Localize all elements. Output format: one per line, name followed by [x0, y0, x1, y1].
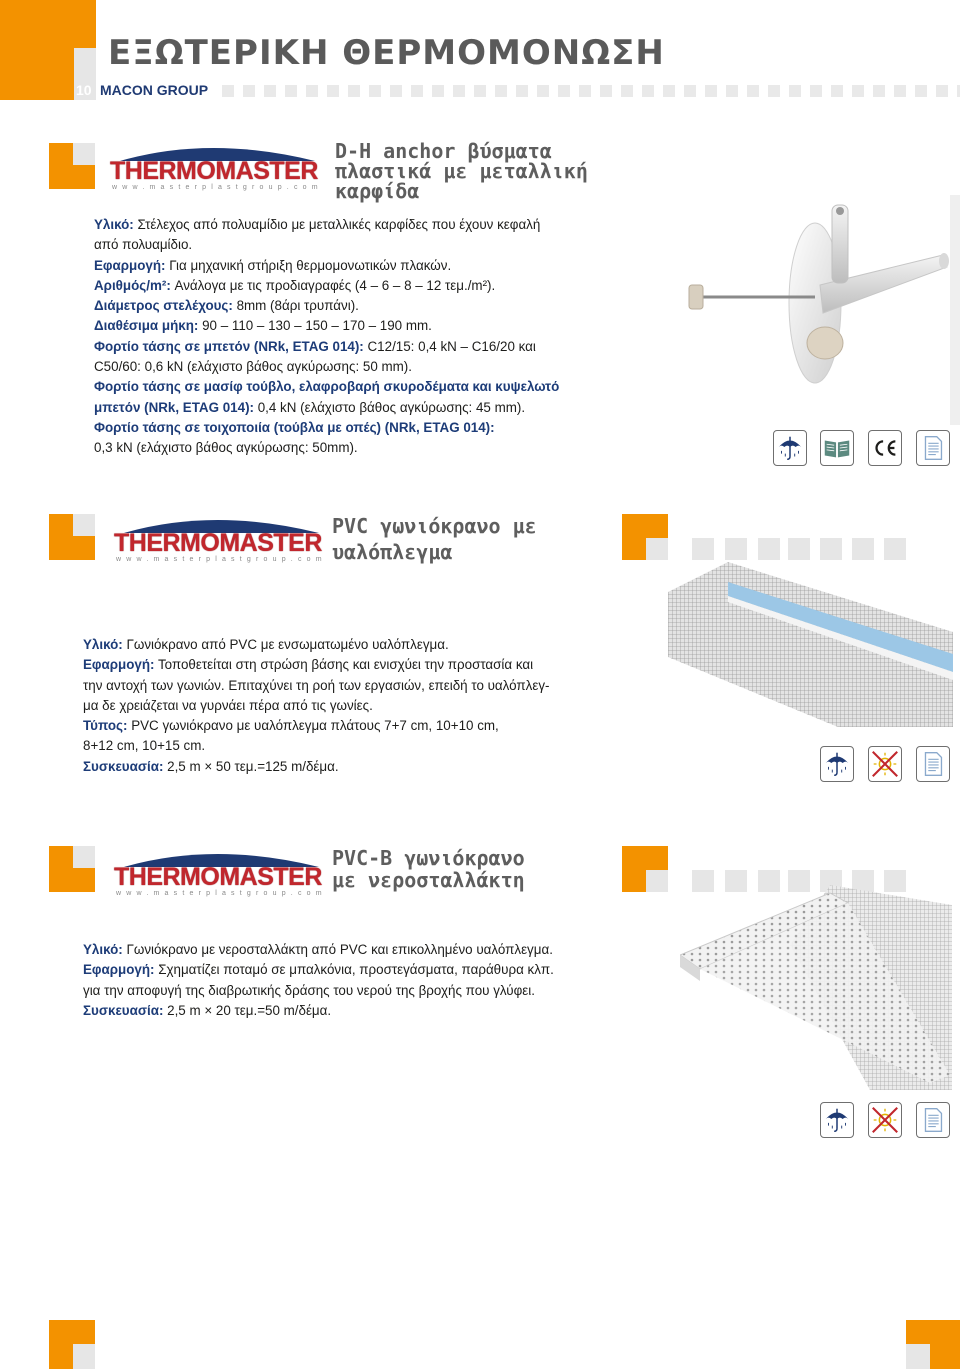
spec-line: Φορτίο τάσης σε τοιχοποιία (τούβλα με οπές) (NRk, ETAG 014): [94, 419, 495, 435]
spec-line: Εφαρμογή: Σχηματίζει ποταμό σε μπαλκόνια, προστεγάσματα, παράθυρα κλπ. [83, 962, 554, 978]
spec-line: για την αποφυγή της διαβρωτικής δράσης του νερού της βροχής που γλύφει. [83, 982, 535, 998]
header-square [873, 85, 885, 97]
logo-wordmark: THERMOMASTER [114, 529, 322, 557]
header-square [894, 85, 906, 97]
header-square [453, 85, 465, 97]
logo-url: www.masterplastgroup.com [112, 184, 323, 191]
header-square [684, 85, 696, 97]
page-number: 10 [76, 82, 92, 98]
umbrella-icon [820, 746, 854, 782]
thermomaster-logo [110, 141, 322, 193]
section-square [758, 538, 780, 560]
product1-title [335, 141, 588, 201]
product2-title [332, 513, 537, 565]
header-square [348, 85, 360, 97]
logo-url: www.masterplastgroup.com [116, 556, 327, 563]
header-square [285, 85, 297, 97]
section-square [725, 538, 747, 560]
product-title-line: υαλόπλεγμα [332, 540, 453, 564]
ce-mark-icon [868, 430, 902, 466]
footer-left-gray-square [73, 1344, 95, 1369]
header-square [768, 85, 780, 97]
product3-right-gray-square [646, 870, 668, 892]
header-square [537, 85, 549, 97]
book-icon [820, 430, 854, 466]
logo-wordmark: THERMOMASTER [110, 157, 318, 185]
anchor-photo [665, 195, 950, 420]
product2-right-gray-square [646, 538, 668, 560]
thermomaster-logo [114, 847, 326, 899]
header-square [558, 85, 570, 97]
spec-line: από πολυαμίδιο. [94, 237, 193, 253]
header-square [705, 85, 717, 97]
spec-line: Αριθμός/m²: Ανάλογα με τις προδιαγραφές (4 – 6 – 8 – 12 τεμ./m²). [94, 277, 496, 293]
header-square [327, 85, 339, 97]
header-square [789, 85, 801, 97]
product1-gray-square [73, 143, 95, 165]
header-square [516, 85, 528, 97]
datasheet-icon [916, 1102, 950, 1138]
header-square [600, 85, 612, 97]
product3-title [332, 847, 525, 891]
spec-line: την αντοχή των γωνιών. Επιταχύνει τη ροή των εργασιών, επειδή το υαλόπλεγ- [83, 677, 550, 693]
product1-specs [94, 215, 559, 459]
pvc-b-drip-profile-photo [680, 885, 952, 1090]
header-square [642, 85, 654, 97]
header-square [369, 85, 381, 97]
spec-line: Φορτίο τάσης σε μασίφ τούβλο, ελαφροβαρή σκυροδέματα και κυψελωτό [94, 379, 560, 395]
spec-line: 0,3 kN (ελάχιστο βάθος αγκύρωσης: 50mm). [94, 440, 358, 456]
header-square [390, 85, 402, 97]
spec-line: Εφαρμογή: Για μηχανική στήριξη θερμομονωτικών πλακών. [94, 257, 452, 273]
header-square [852, 85, 864, 97]
logo-url: www.masterplastgroup.com [116, 890, 327, 897]
header-square [474, 85, 486, 97]
header-square [621, 85, 633, 97]
header-square [411, 85, 423, 97]
spec-line: μπετόν (NRk, ETAG 014): 0,4 kN (ελάχιστο βάθος αγκύρωσης: 45 mm). [94, 399, 526, 415]
header-square [936, 85, 948, 97]
header-square [495, 85, 507, 97]
product-title-line: καρφίδα [335, 179, 420, 203]
logo-wordmark: THERMOMASTER [114, 863, 322, 891]
pvc-mesh-corner-photo [668, 562, 953, 727]
product-title-line: PVC γωνιόκρανο με [332, 514, 537, 538]
header-square [432, 85, 444, 97]
header-square [663, 85, 675, 97]
header-square [915, 85, 927, 97]
spec-line: Υλικό: Γωνιόκρανο με νεροσταλλάκτη από PVC και επικολλημένο υαλόπλεγμα. [83, 942, 553, 957]
datasheet-icon [916, 430, 950, 466]
product3-specs [83, 940, 554, 1021]
header-square [831, 85, 843, 97]
umbrella-icon [773, 430, 807, 466]
datasheet-icon [916, 746, 950, 782]
footer-right-gray-square [906, 1344, 930, 1369]
spec-line: Συσκευασία: 2,5 m × 20 τεμ.=50 m/δέμα. [83, 1002, 332, 1018]
no-sun-icon [868, 1102, 902, 1138]
product-title-line: πλαστικά με μεταλλική [335, 159, 588, 183]
spec-line: Εφαρμογή: Τοποθετείται στη στρώση βάσης και ενισχύει την προστασία και [83, 657, 534, 673]
umbrella-icon [820, 1102, 854, 1138]
spec-line: Υλικό: Στέλεχος από πολυαμίδιο με μεταλλικές καρφίδες που έχουν κεφαλή [94, 217, 541, 232]
spec-line: Διάμετρος στελέχους: 8mm (8άρι τρυπάνι). [94, 298, 359, 314]
section-square [788, 538, 810, 560]
product-title-line: με νεροσταλλάκτη [332, 868, 525, 892]
section-square [852, 538, 874, 560]
page-title: ΕΞΩΤΕΡΙΚΗ ΘΕΡΜΟΜΟΝΩΣΗ [108, 33, 665, 73]
header-square [810, 85, 822, 97]
product-title-line: PVC-B γωνιόκρανο [332, 846, 525, 870]
spec-line: Διαθέσιμα μήκη: 90 – 110 – 130 – 150 – 170 – 190 mm. [94, 318, 432, 334]
spec-line: 8+12 cm, 10+15 cm. [83, 738, 206, 754]
spec-line: Υλικό: Γωνιόκρανο από PVC με ενσωματωμένο υαλόπλεγμα. [83, 637, 449, 652]
header-square [579, 85, 591, 97]
product2-specs [83, 635, 549, 777]
spec-line: Τύπος: PVC γωνιόκρανο με υαλόπλεγμα πλάτους 7+7 cm, 10+10 cm, [83, 718, 499, 734]
brand-name: MACON GROUP [100, 82, 209, 98]
no-sun-icon [868, 746, 902, 782]
spec-line: μα δε χρειάζεται να γυρνάει πέρα από τις γωνίες. [83, 697, 373, 713]
thermomaster-logo [114, 513, 326, 565]
header-square [264, 85, 276, 97]
product2-gray-square [73, 514, 95, 536]
product3-gray-square [73, 846, 95, 868]
spec-line: C50/60: 0,6 kN (ελάχιστο βάθος αγκύρωσης: 50 mm). [94, 359, 412, 375]
header-square [747, 85, 759, 97]
spec-line: Φορτίο τάσης σε μπετόν (NRk, ETAG 014): C12/15: 0,4 kN – C16/20 και [94, 338, 536, 354]
header-square [243, 85, 255, 97]
header-square [306, 85, 318, 97]
header-square [726, 85, 738, 97]
spec-line: Συσκευασία: 2,5 m × 50 τεμ.=125 m/δέμα. [83, 758, 339, 774]
header-square [222, 85, 234, 97]
section-square [692, 538, 714, 560]
section-square [820, 538, 842, 560]
section-square [884, 538, 906, 560]
right-edge-gray-block [950, 195, 960, 425]
product-title-line: D-H anchor βύσματα [335, 139, 552, 163]
